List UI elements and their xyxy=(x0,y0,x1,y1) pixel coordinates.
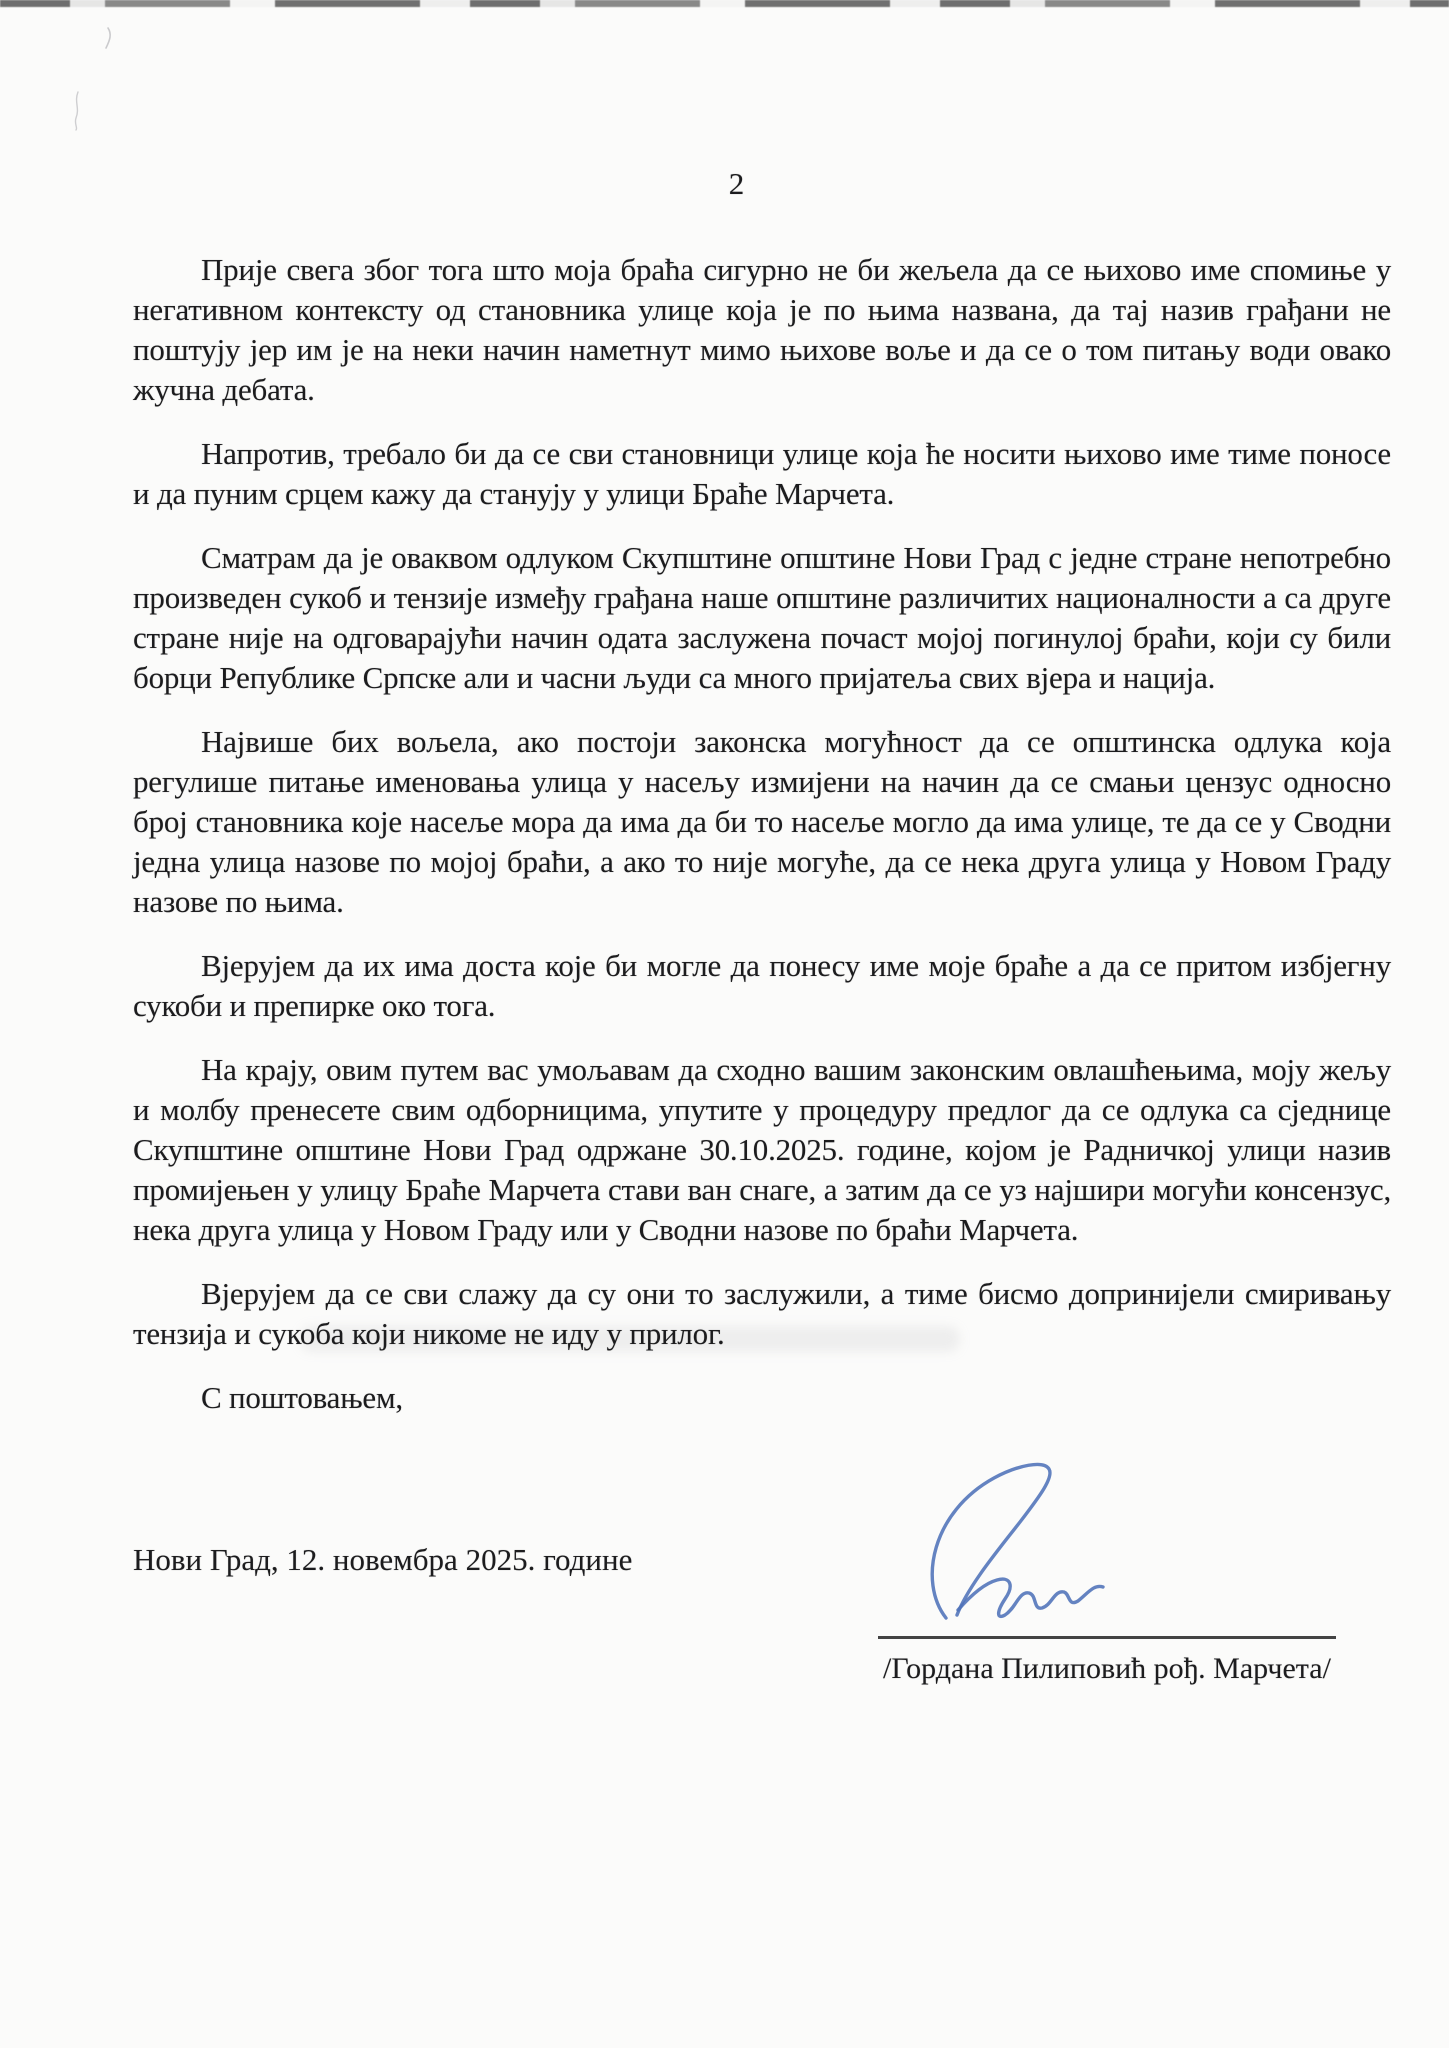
scan-artifact-top-edge xyxy=(0,0,1449,7)
letter-paragraph-4: Највише бих вољела, ако постоји законска могућност да се општинска одлука која регулише питање именовања улица у насељу измијени на начин да се смањи цензус односно број становника које насеље мора да има да би то насеље могло да има улице, те да се у Сводни једна улица назове по мојој браћи, а ако то није могуће, да се нека друга улица у Новом Граду назове по њима. xyxy=(133,724,1391,919)
signature-line xyxy=(878,1636,1336,1639)
letter-paragraph-5: Вјерујем да их има доста које би могле да понесу име моје браће а да се притом избјегну сукоби и препирке око тога. xyxy=(133,948,1391,1023)
date-place-line: Нови Град, 12. новембра 2025. године xyxy=(133,1542,633,1577)
letter-paragraph-1: Прије свега због тога што моја браћа сигурно не би жељела да се њихово име спомиње у негативном контексту од становника улице која је по њима названа, да тај назив грађани не поштују јер им је на неки начин наметнут мимо њихове воље и да се о том питању води овако жучна дебата. xyxy=(133,252,1391,407)
letter-paragraph-7: Вјерујем да се сви слажу да су они то заслужили, а тиме бисмо допринијели смиривању тензија и сукоба који никоме не иду у прилог. xyxy=(133,1276,1391,1351)
scan-artifact-margin-mark xyxy=(98,24,128,54)
letter-paragraph-6: На крају, овим путем вас умољавам да сходно вашим законским овлашћењима, моју жељу и молбу пренесете свим одборницима, упутите у процедуру предлог да се одлука са сједнице Скупштине општине Нови Град одржане 30.10.2025. године, којом је Радничкој улици назив промијењен у улицу Браће Марчета стави ван снаге, а затим да се уз најшири могући консензус, нека друга улица у Новом Граду или у Сводни назове по браћи Марчета. xyxy=(133,1052,1391,1247)
signature-ink xyxy=(898,1460,1208,1632)
signature-name: /Гордана Пилиповић рођ. Марчета/ xyxy=(883,1652,1331,1685)
scan-artifact-margin-mark xyxy=(64,88,98,132)
closing-salutation: С поштовањем, xyxy=(201,1380,403,1415)
letter-body xyxy=(133,250,1391,1418)
letter-paragraph-2: Напротив, требало би да се сви становници улице која ће носити њихово име тиме поносе и да пуним срцем кажу да станују у улици Браће Марчета. xyxy=(133,436,1391,511)
letter-paragraph-3: Сматрам да је оваквом одлуком Скупштине општине Нови Град с једне стране непотребно произведен сукоб и тензије између грађана наше општине различитих националности а са друге стране није на одговарајући начин одата заслужена почаст мојој погинулој браћи, који су били борци Републике Српске али и часни људи са много пријатеља свих вјера и нација. xyxy=(133,540,1391,695)
page-number: 2 xyxy=(728,166,745,201)
